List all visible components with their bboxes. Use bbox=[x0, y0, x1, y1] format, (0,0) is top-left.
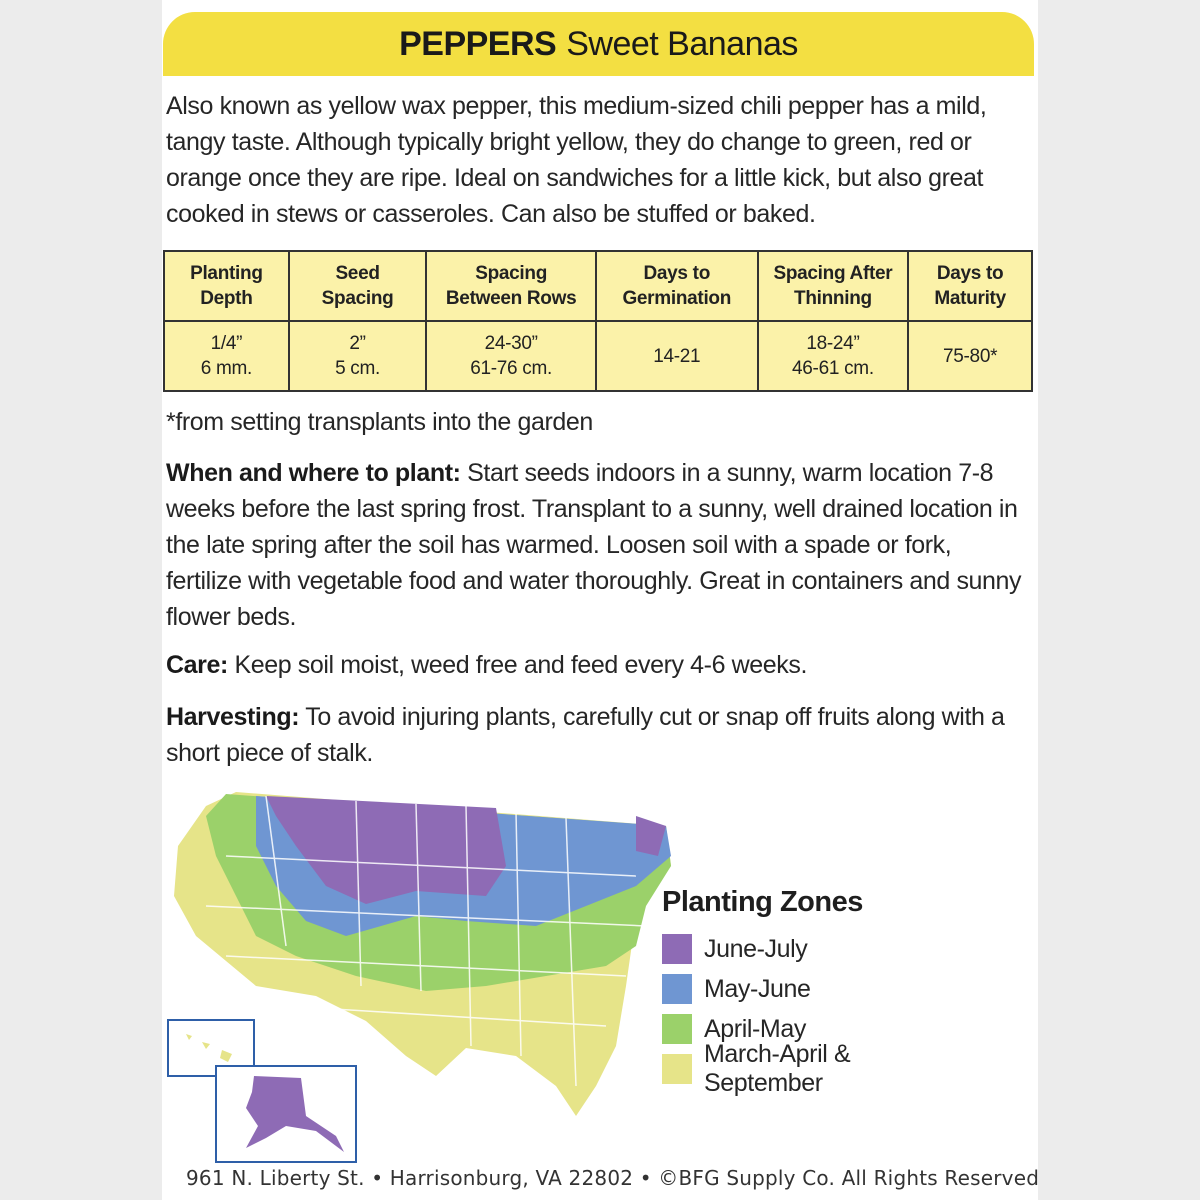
when-where-paragraph: When and where to plant: Start seeds indoors in a sunny, warm location 7-8 weeks before the last spring frost. Transplant to a sunny, well drained location in the late spring after the soil has warmed. Loosen soil with a spade or fork, fertilize with vegetable food and water thoroughly. Great in containers and sunny flower beds. bbox=[166, 459, 1022, 631]
header-maturity: Days to Maturity bbox=[908, 251, 1032, 321]
title-variety: Sweet Bananas bbox=[566, 24, 798, 63]
legend-item: March-April & September bbox=[662, 1049, 962, 1089]
table-row bbox=[164, 321, 1032, 391]
planting-specs-table bbox=[163, 250, 1033, 392]
value-thinning: 18-24” 46-61 cm. bbox=[758, 321, 909, 391]
care-paragraph: Care: Keep soil moist, weed free and feed every 4-6 weeks. bbox=[166, 651, 808, 679]
planting-zone-map bbox=[166, 786, 676, 1166]
header-thinning: Spacing After Thinning bbox=[758, 251, 909, 321]
legend-swatch bbox=[662, 934, 692, 964]
usa-zone-map-graphic bbox=[166, 786, 676, 1166]
legend-swatch bbox=[662, 974, 692, 1004]
harvesting-paragraph: Harvesting: To avoid injuring plants, carefully cut or snap off fruits along with a short piece of stalk. bbox=[166, 703, 1005, 767]
footer-address: 961 N. Liberty St. • Harrisonburg, VA 22802 • ©BFG Supply Co. All Rights Reserved bbox=[186, 1166, 1040, 1190]
title-bold: PEPPERS bbox=[399, 24, 557, 63]
value-planting-depth: 1/4” 6 mm. bbox=[164, 321, 289, 391]
value-row-spacing: 24-30” 61-76 cm. bbox=[426, 321, 596, 391]
header-seed-spacing: Seed Spacing bbox=[289, 251, 427, 321]
legend-swatch bbox=[662, 1014, 692, 1044]
legend-swatch bbox=[662, 1054, 692, 1084]
value-maturity: 75-80* bbox=[908, 321, 1032, 391]
harvesting-label: Harvesting: bbox=[166, 703, 300, 731]
planting-zones-legend bbox=[662, 886, 962, 1097]
title-banner bbox=[163, 12, 1034, 76]
care-label: Care: bbox=[166, 651, 228, 679]
intro-paragraph: Also known as yellow wax pepper, this medium-sized chili pepper has a mild, tangy taste. Although typically bright yellow, they do change to green, red or orange once they are ripe. Ideal on sandwiches for a little kick, but also great cooked in stews or casseroles. Can also be stuffed or baked. bbox=[166, 92, 987, 228]
legend-item: April-May bbox=[662, 1009, 962, 1049]
legend-item: May-June bbox=[662, 969, 962, 1009]
table-header-row bbox=[164, 251, 1032, 321]
legend-title: Planting Zones bbox=[662, 886, 863, 918]
header-row-spacing: Spacing Between Rows bbox=[426, 251, 596, 321]
value-seed-spacing: 2” 5 cm. bbox=[289, 321, 427, 391]
value-germination: 14-21 bbox=[596, 321, 758, 391]
legend-item: June-July bbox=[662, 929, 962, 969]
when-where-label: When and where to plant: bbox=[166, 459, 461, 487]
header-planting-depth: Planting Depth bbox=[164, 251, 289, 321]
header-germination: Days to Germination bbox=[596, 251, 758, 321]
footnote: *from setting transplants into the garden bbox=[166, 408, 593, 436]
